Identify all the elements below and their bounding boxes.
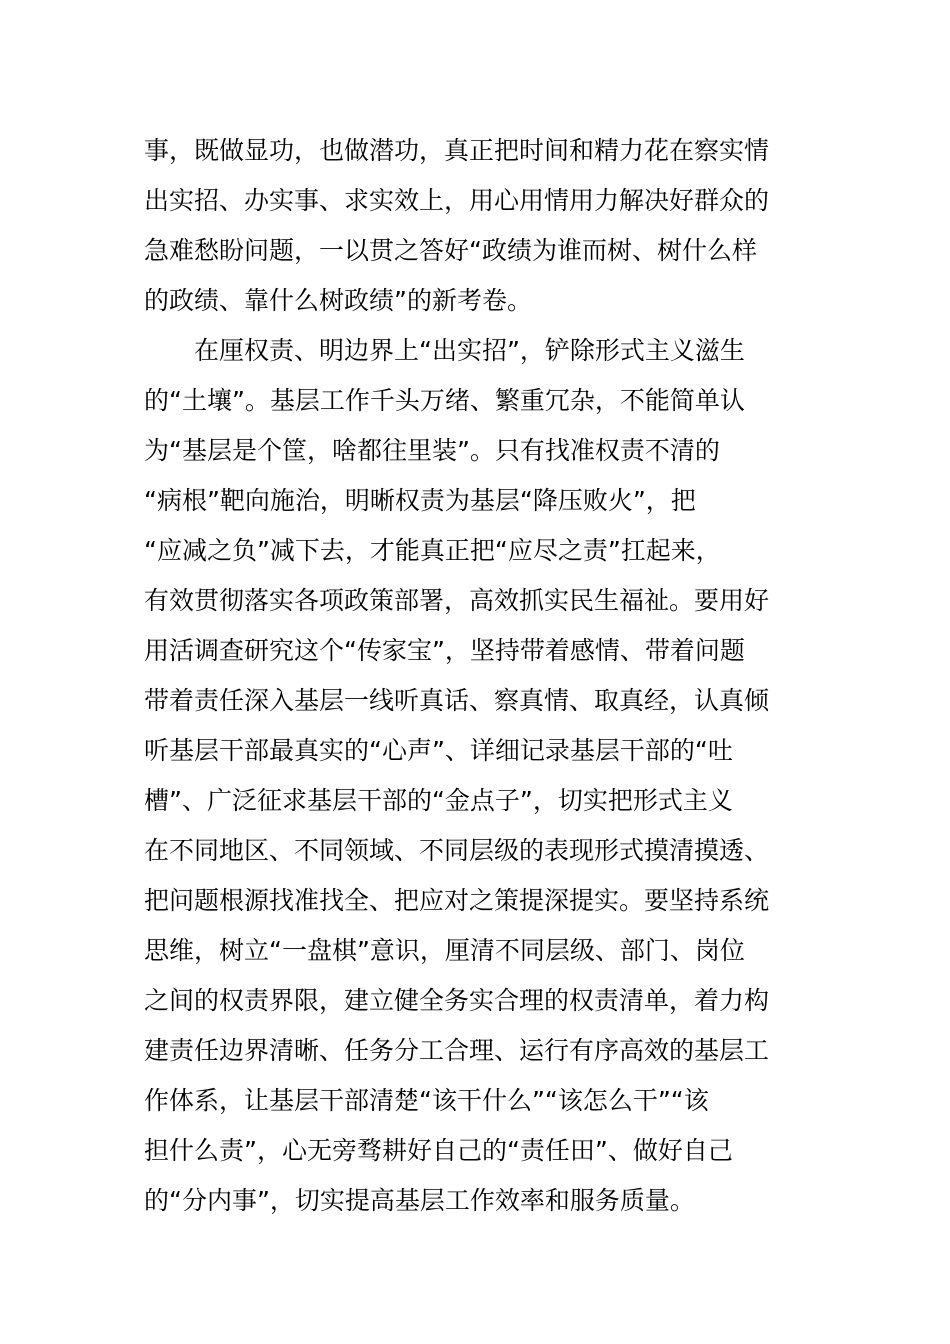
paragraph-1 — [144, 126, 808, 326]
text-line: 在厘权责、明边界上“出实招”，铲除形式主义滋生 — [194, 336, 745, 365]
text-line: 之间的权责界限，建立健全务实合理的权责清单，着力构 — [144, 986, 770, 1015]
text-line: 思维，树立“一盘棋”意识，厘清不同层级、部门、岗位 — [144, 936, 745, 965]
text-line: 事，既做显功，也做潜功，真正把时间和精力花在察实情 — [144, 136, 770, 165]
text-line: 的“分内事”，切实提高基层工作效率和服务质量。 — [144, 1186, 695, 1215]
text-line: 出实招、办实事、求实效上，用心用情用力解决好群众的 — [144, 186, 770, 215]
text-line: 听基层干部最真实的“心声”、详细记录基层干部的“吐 — [144, 736, 733, 765]
text-line: 的政绩、靠什么树政绩”的新考卷。 — [144, 286, 532, 315]
text-line: 担什么责”，心无旁骛耕好自己的“责任田”、做好自己 — [144, 1136, 733, 1165]
paragraph-2 — [144, 326, 808, 1226]
text-line: 作体系，让基层干部清楚“该干什么”“该怎么干”“该 — [144, 1086, 709, 1115]
document-body — [144, 126, 808, 1226]
text-line: 在不同地区、不同领域、不同层级的表现形式摸清摸透、 — [144, 836, 770, 865]
text-line: “应减之负”减下去，才能真正把“应尽之责”扛起来， — [144, 536, 721, 565]
text-line: 带着责任深入基层一线听真话、察真情、取真经，认真倾 — [144, 686, 770, 715]
text-line: “病根”靶向施治，明晰权责为基层“降压败火”，把 — [144, 486, 696, 515]
text-line: 用活调查研究这个“传家宝”，坚持带着感情、带着问题 — [144, 636, 745, 665]
text-line: 把问题根源找准找全、把应对之策提深提实。要坚持系统 — [144, 886, 770, 915]
text-line: 急难愁盼问题，一以贯之答好“政绩为谁而树、树什么样 — [144, 236, 757, 265]
text-line: 槽”、广泛征求基层干部的“金点子”，切实把形式主义 — [144, 786, 733, 815]
text-line: 有效贯彻落实各项政策部署，高效抓实民生福祉。要用好 — [144, 586, 770, 615]
text-line: 建责任边界清晰、任务分工合理、运行有序高效的基层工 — [144, 1036, 770, 1065]
text-line: 的“土壤”。基层工作千头万绪、繁重冗杂，不能简单认 — [144, 386, 745, 415]
text-line: 为“基层是个筐，啥都往里装”。只有找准权责不清的 — [144, 436, 720, 465]
